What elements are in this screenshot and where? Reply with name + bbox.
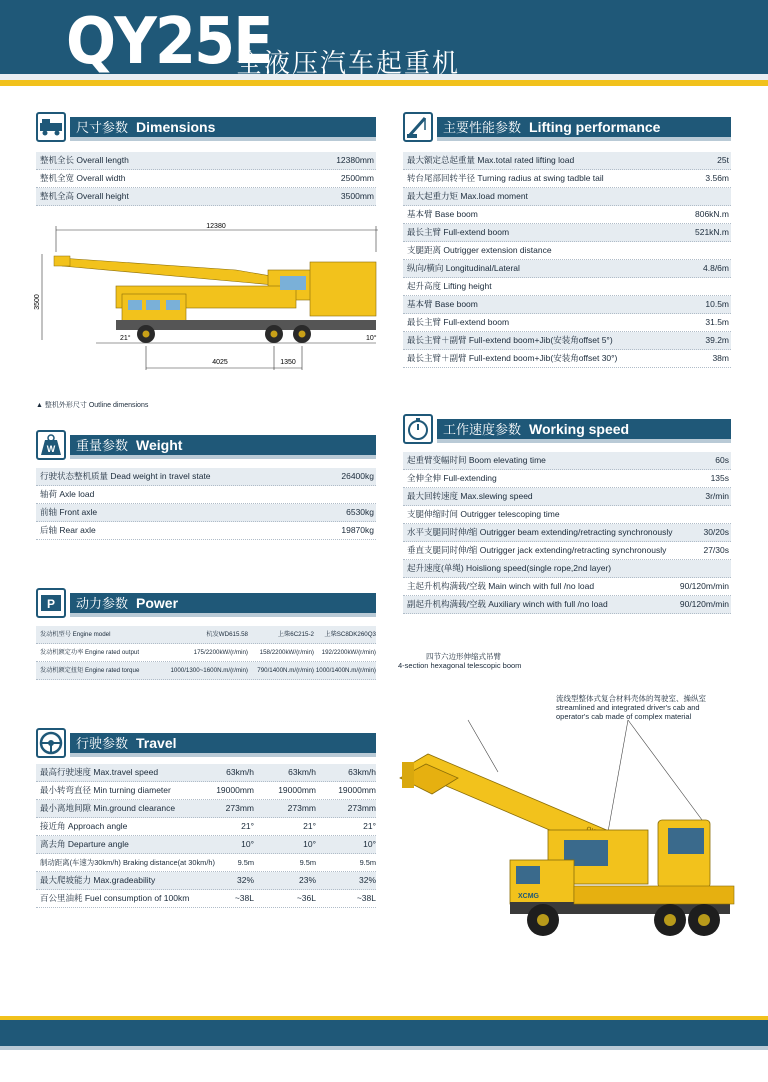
table-row [403,278,731,296]
row-value: 39.2m [705,335,729,345]
section-header [403,414,731,444]
section-title-en: Power [136,595,179,611]
callout-cn: 流线型整体式复合材料壳体的驾驶室、操纵室 [556,694,706,703]
table-row [36,152,376,170]
cell: 273mm [287,803,316,813]
row-value [729,506,731,523]
row-value [374,486,376,503]
row-label: 最大爬坡能力 Max.gradeability [40,875,156,885]
row-label: 发动机额定功率 Engine rated output [40,649,140,656]
height-dimension: 3500 [34,294,41,310]
row-value: 6530kg [346,507,374,517]
row-label: 起升速度(单绳) Hoisliong speed(single rope,2nd layer) [407,563,612,573]
row-label: 后轴 Rear axle [40,525,96,535]
table-row [36,522,376,540]
section-title-bar [70,117,376,137]
cell: 21° [363,821,376,831]
row-label: 最小离地间隙 Min.ground clearance [40,803,176,813]
cell: 9.5m [359,858,376,867]
section-title-bar [70,435,376,455]
engine-icon [36,588,66,618]
table-row [36,818,376,836]
row-value [729,560,731,577]
table-row [403,260,731,278]
table-row [403,542,731,560]
weight-table [36,468,376,540]
crane-icon [403,112,433,142]
section-underline [437,137,731,141]
section-title-en: Working speed [529,421,630,437]
section-title-bar [437,419,731,439]
table-row [403,242,731,260]
section-title-en: Lifting performance [529,119,661,135]
row-label: 前轴 Front axle [40,507,98,517]
cell: 9.5m [299,858,316,867]
row-value: 31.5m [705,317,729,327]
model-title: QY25E [66,5,272,79]
row-label: 纵向/横向 Longitudinal/Lateral [407,263,520,273]
section-title-cn: 工作速度参数 [443,422,522,437]
row-label: 支腿伸缩时间 Outrigger telescoping time [407,509,560,519]
row-label: 行驶状态整机质量 Dead weight in travel state [40,471,211,481]
row-label: 接近角 Approach angle [40,821,128,831]
cell: 19000mm [278,785,316,795]
table-row [36,486,376,504]
table-row [36,626,376,644]
row-value [729,188,731,205]
row-value: 19870kg [341,525,374,535]
table-row [403,578,731,596]
cell: 175/2200kW/(r/min) [193,649,248,656]
row-value: 38m [712,353,729,363]
cell: 杭发WD615.58 [206,631,248,638]
cell: ~38L [234,893,254,903]
table-row [403,170,731,188]
table-row [403,524,731,542]
lifting-table [403,152,731,368]
table-row [403,452,731,470]
cell: 63km/h [288,767,316,777]
row-label: 全伸全伸 Full-extending [407,473,497,483]
ruler-truck-icon [36,112,66,142]
header-gold-stripe [0,80,768,86]
row-value: 26400kg [341,471,374,481]
row-value: 2500mm [340,173,374,183]
table-row [403,332,731,350]
table-row [36,468,376,486]
cell: 10° [303,839,316,849]
cell: 9.5m [237,858,254,867]
footer-banner [0,1020,768,1046]
drawing-caption: ▲ 整机外形尺寸 Outline dimensions [36,402,149,409]
row-label: 最大起重力矩 Max.load moment [407,191,528,201]
table-row [36,782,376,800]
power-table [36,626,376,680]
table-row [36,170,376,188]
section-title-cn: 尺寸参数 [76,120,129,135]
table-row [36,854,376,872]
cell: 10° [363,839,376,849]
row-value: 3r/min [705,491,729,501]
row-label: 发动机型号 Engine model [40,631,111,638]
cell: 32% [358,875,376,885]
row-label: 最小转弯直径 Min turning diameter [40,785,171,795]
cell: 63km/h [226,767,254,777]
table-row [403,206,731,224]
row-value: 12380mm [336,155,374,165]
row-value: 3.56m [705,173,729,183]
section-underline [70,137,376,141]
dimensions-table [36,152,376,206]
cell: 19000mm [338,785,376,795]
table-row [403,152,731,170]
row-label: 基本臂 Base boom [407,299,478,309]
wheelbase-2-label: 1350 [280,359,296,366]
row-value: 25t [717,155,729,165]
row-label: 水平支腿同时伸/缩 Outrigger beam extending/retracting synchronously [407,527,673,537]
table-row [403,314,731,332]
travel-table [36,764,376,908]
cell: ~38L [356,893,376,903]
table-row [403,188,731,206]
section-title-cn: 行驶参数 [76,736,129,751]
front-angle-label: 21° [120,335,131,342]
row-label: 最高行驶速度 Max.travel speed [40,767,159,777]
footer-stripe [0,1046,768,1050]
crane-photo [398,720,743,960]
table-row [36,504,376,522]
row-label: 发动机额定扭矩 Engine rated torque [40,667,140,674]
table-row [36,890,376,908]
row-label: 主起升机构满载/空载 Main winch with full /no load [407,581,595,591]
section-underline [70,753,376,757]
cell: 158/2200kW/(r/min) [259,649,314,656]
weight-section [36,430,376,545]
section-title-en: Dimensions [136,119,216,135]
boom-callout [398,652,568,670]
row-value: 30/20s [703,527,729,537]
cell: ~36L [296,893,316,903]
table-row [403,560,731,578]
length-dimension: 12380 [206,223,226,230]
section-title-cn: 主要性能参数 [443,120,522,135]
row-label: 百公里油耗 Fuel consumption of 100km [40,893,190,903]
table-row [36,800,376,818]
rear-angle-label: 10° [366,335,377,342]
table-row [403,506,731,524]
section-underline [70,455,376,459]
row-label: 起升高度 Lifting height [407,281,492,291]
callout-en: 4-section hexagonal telescopic boom [398,661,522,670]
cell: 10° [241,839,254,849]
section-title-bar [70,593,376,613]
section-title-en: Weight [136,437,183,453]
section-header [36,430,376,460]
brand-label: XCMG [518,893,539,900]
product-subtitle: 全液压汽车起重机 [236,48,461,78]
cell: 63km/h [348,767,376,777]
row-label: 轴荷 Axle load [40,489,95,499]
cell: 19000mm [216,785,254,795]
cell: 1000/1400N.m/(r/min) [315,667,376,674]
section-title-en: Travel [136,735,177,751]
table-row [36,644,376,662]
row-label: 整机全长 Overall length [40,155,129,165]
section-underline [437,439,731,443]
table-row [36,188,376,206]
steering-wheel-icon [36,728,66,758]
cell: 21° [241,821,254,831]
cell: 192/2200kW/(r/min) [321,649,376,656]
row-label: 最长主臂＋副臂 Full-extend boom+Jib(安装角offset 30°) [407,353,618,363]
cab-callout [556,694,728,721]
row-label: 最大额定总起重量 Max.total rated lifting load [407,155,575,165]
stopwatch-icon [403,414,433,444]
row-label: 离去角 Departure angle [40,839,129,849]
row-value: 4.8/6m [703,263,729,273]
row-value: 27/30s [703,545,729,555]
row-label: 转台尾部回转半径 Turning radius at swing tadble tail [407,173,604,183]
row-label: 支腿距离 Outrigger extension distance [407,245,552,255]
cell: 21° [303,821,316,831]
row-label: 垂直支腿同时伸/缩 Outrigger jack extending/retracting synchronously [407,545,667,555]
section-title-cn: 重量参数 [76,438,129,453]
section-title-cn: 动力参数 [76,596,129,611]
cell: 790/1400N.m/(r/min) [257,667,314,674]
row-value: 90/120m/min [679,581,729,591]
cell: 23% [298,875,316,885]
section-header [36,112,376,142]
row-value: 90/120m/min [679,599,729,609]
row-label: 最大回转速度 Max.slewing speed [407,491,533,501]
weight-icon [36,430,66,460]
row-value: 10.5m [705,299,729,309]
speed-section [403,414,731,619]
power-section [36,588,376,688]
row-value [729,242,731,259]
row-value: 135s [710,473,729,483]
cell: 上柴SC8DK260Q3 [324,631,376,638]
cell: 上柴6C215-2 [277,631,314,638]
outline-drawing [36,222,376,392]
svg-text:P: P [46,597,56,611]
row-label: 最长主臂＋副臂 Full-extend boom+Jib(安装角offset 5°) [407,335,613,345]
section-header [403,112,731,142]
row-value: 806kN.m [694,209,729,219]
row-label: 副起升机构满载/空载 Auxiliary winch with full /no load [407,599,608,609]
row-value: 521kN.m [694,227,729,237]
cell: 273mm [347,803,376,813]
table-row [403,296,731,314]
table-row [403,596,731,614]
section-title-bar [437,117,731,137]
table-row [403,224,731,242]
row-label: 最长主臂 Full-extend boom [407,317,510,327]
table-row [36,836,376,854]
svg-text:W: W [46,444,56,454]
table-row [36,764,376,782]
row-value [729,278,731,295]
row-value: 3500mm [340,191,374,201]
row-label: 基本臂 Base boom [407,209,478,219]
row-label: 整机全高 Overall height [40,191,129,201]
table-row [403,470,731,488]
speed-table [403,452,731,614]
cell: 1000/1300~1600N.m/(r/min) [170,667,248,674]
table-row [403,350,731,368]
section-underline [70,613,376,617]
row-label: 最长主臂 Full-extend boom [407,227,510,237]
wheelbase-1-label: 4025 [212,359,228,366]
travel-section [36,728,376,913]
dimensions-section [36,112,376,412]
table-row [403,488,731,506]
section-header [36,728,376,758]
row-label: 起重臂变幅时间 Boom elevating time [407,455,546,465]
row-label: 整机全宽 Overall width [40,173,126,183]
row-label: 制动距离(车速为30km/h) Braking distance(at 30km/h) [40,858,215,867]
section-header [36,588,376,618]
cell: 32% [236,875,254,885]
row-value: 60s [715,455,729,465]
table-row [36,872,376,890]
callout-en: streamlined and integrated driver's cab and operator's cab made of complex material [556,703,700,721]
callout-cn: 四节六边形伸缩式吊臂 [426,652,501,661]
lifting-section [403,112,731,377]
section-title-bar [70,733,376,753]
cell: 273mm [225,803,254,813]
table-row [36,662,376,680]
